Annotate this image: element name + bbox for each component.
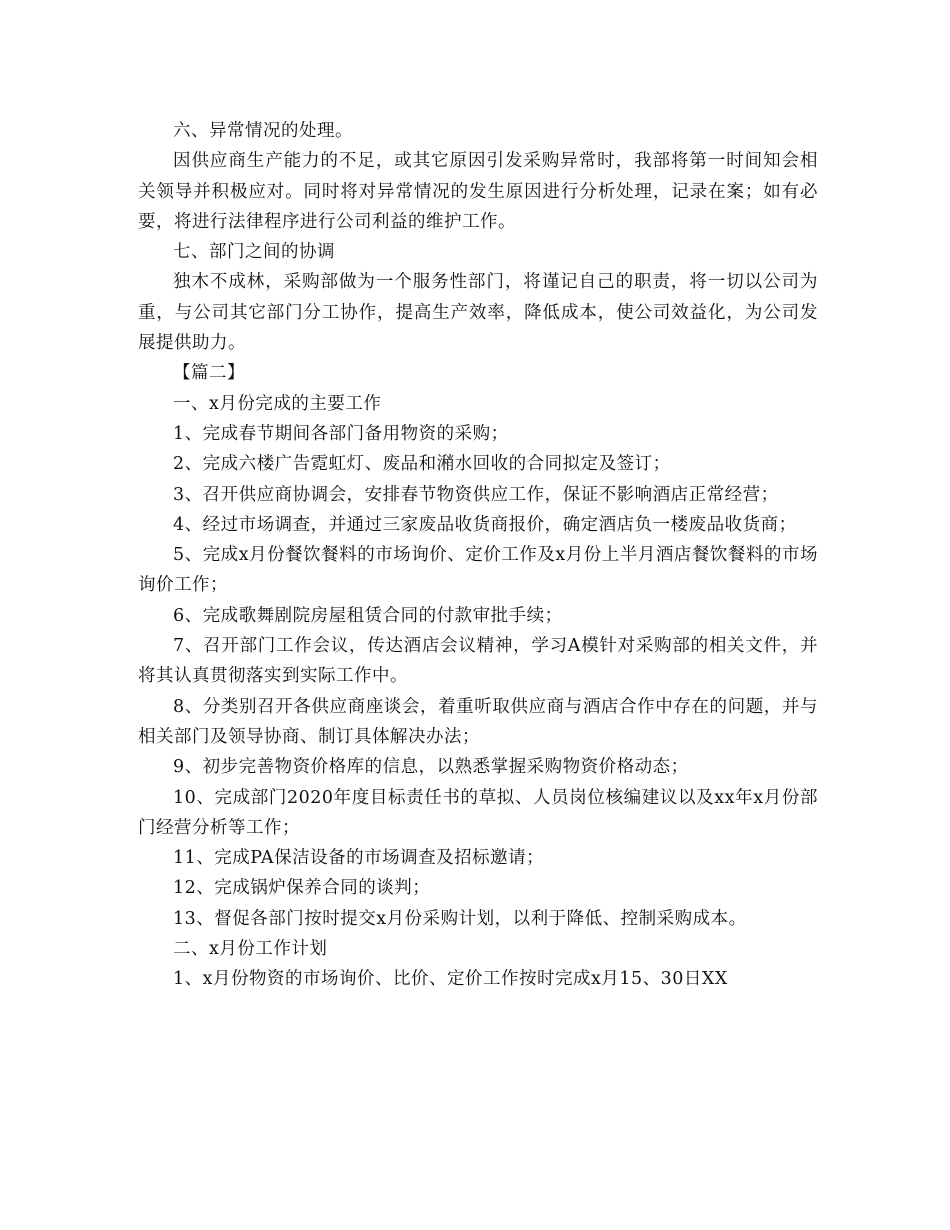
plan-item-1: 1、x月份物资的市场询价、比价、定价工作按时完成x月15、30日XX <box>173 969 728 990</box>
list-item-9: 9、初步完善物资价格库的信息，以熟悉掌握采购物资价格动态； <box>173 757 689 778</box>
list-item-10: 10、完成部门2020年度目标责任书的草拟、人员岗位核编建议以及xx年x月份部门经营分析等工作； <box>138 787 818 838</box>
list-item-13: 13、督促各部门按时提交x月份采购计划，以利于降低、控制采购成本。 <box>173 908 747 929</box>
list-item-3: 3、召开供应商协调会，安排春节物资供应工作，保证不影响酒店正常经营； <box>173 484 779 505</box>
list-item-1: 1、完成春节期间各部门备用物资的采购； <box>173 423 509 444</box>
list-item-12: 12、完成锅炉保养合同的谈判； <box>173 878 431 899</box>
list-item-4: 4、经过市场调查，并通过三家废品收货商报价，确定酒店负一楼废品收货商； <box>173 514 797 535</box>
section-heading-exception-handling: 六、异常情况的处理。 <box>173 121 353 141</box>
document-body <box>138 116 818 995</box>
paragraph-exception-handling: 因供应商生产能力的不足，或其它原因引发采购异常时，我部将第一时间知会相关领导并积极应对。同时将对异常情况的发生原因进行分析处理，记录在案；如有必要，将进行法律程序进行公司利益的维护工作。 <box>138 151 818 232</box>
paragraph-department-coordination: 独木不成林，采购部做为一个服务性部门，将谨记自己的职责，将一切以公司为重，与公司其它部门分工协作，提高生产效率，降低成本，使公司效益化，为公司发展提供助力。 <box>138 272 818 354</box>
section-heading-work-plan: 二、x月份工作计划 <box>173 939 328 960</box>
section-heading-main-work-completed: 一、x月份完成的主要工作 <box>173 393 382 414</box>
list-item-5: 5、完成x月份餐饮餐料的市场询价、定价工作及x月份上半月酒店餐饮餐料的市场询价工作； <box>138 545 818 596</box>
part-heading-part-two: 【篇二】 <box>173 363 245 384</box>
list-item-11: 11、完成PA保洁设备的市场调查及招标邀请； <box>173 848 545 869</box>
section-heading-department-coordination: 七、部门之间的协调 <box>173 242 335 263</box>
list-item-2: 2、完成六楼广告霓虹灯、废品和潲水回收的合同拟定及签订； <box>173 454 671 475</box>
list-item-7: 7、召开部门工作会议，传达酒店会议精神，学习A模针对采购部的相关文件，并将其认真贯彻落实到实际工作中。 <box>138 636 818 687</box>
list-item-8: 8、分类别召开各供应商座谈会，着重听取供应商与酒店合作中存在的问题，并与相关部门及领导协商、制订具体解决办法； <box>138 696 818 747</box>
list-item-6: 6、完成歌舞剧院房屋租赁合同的付款审批手续； <box>173 605 563 626</box>
